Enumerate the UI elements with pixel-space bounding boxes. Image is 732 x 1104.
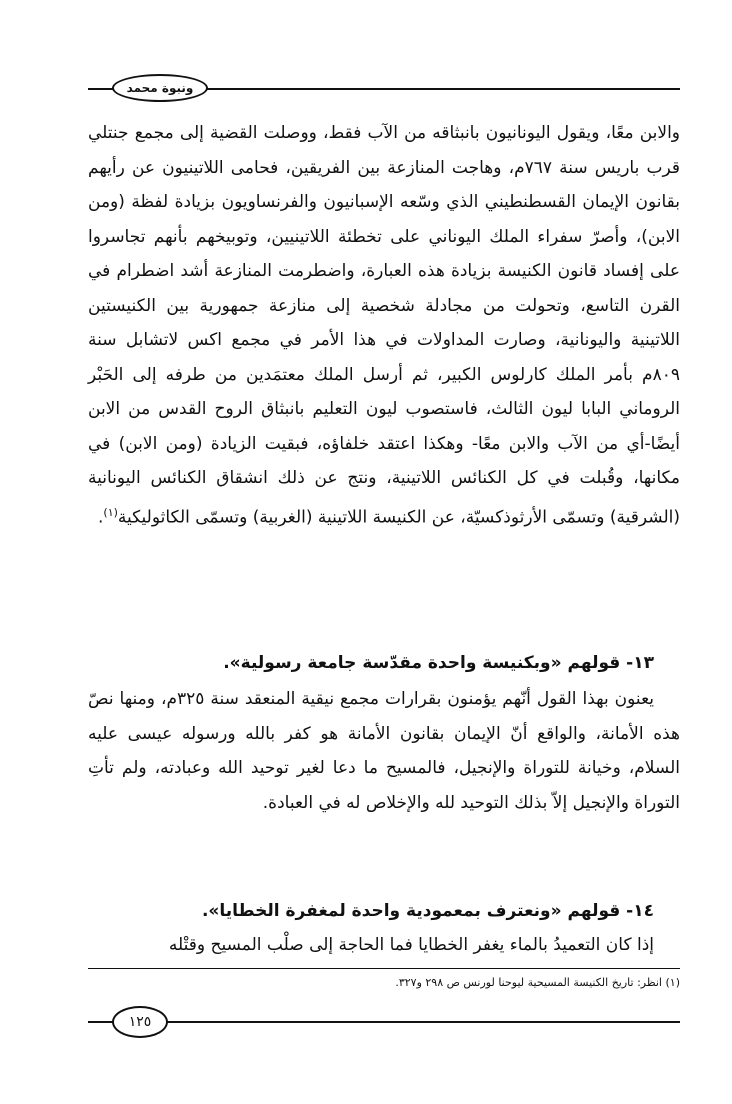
paragraph-1-end: . bbox=[98, 507, 104, 528]
paragraph-3: إذا كان التعميدُ بالماء يغفر الخطايا فما الحاجة إلى صلْب المسيح وقتْله bbox=[168, 935, 654, 955]
footnote: (١) انظر: تاريخ الكنيسة المسيحية ليوحنا لورنس ص ٢٩٨ و٣٢٧. bbox=[395, 976, 680, 989]
paragraph-1 bbox=[88, 116, 680, 535]
paragraph-2: يعنون بهذا القول أنّهم يؤمنون بقرارات مجمع نيقية المنعقد سنة ٣٢٥م، ومنها نصّ هذه الأمانة، والواقع أنّ الإيمان بقانون الأمانة هو كفر بالله ورسوله عيسى عليه السلام، وخيانة للتوراة والإنجيل، فالمسيح ما دعا لغير توحيد الله وعبادته، ولم تأتِ التوراة والإنجيل إلاّ بذلك التوحيد لله والإخلاص له في العبادة. bbox=[88, 689, 680, 813]
footnote-rule bbox=[88, 968, 680, 969]
heading-14: ١٤- قولهم «ونعترف بمعمودية واحدة لمغفرة الخطايا». bbox=[201, 901, 654, 921]
paragraph-3-block bbox=[88, 928, 680, 963]
paragraph-1-text: والابن معًا، ويقول اليونانيون بانبثاقه من الآب فقط، ووصلت القضية إلى مجمع جنتلي قرب باريس سنة ٧٦٧م، وهاجت المنازعة بين الفريقين، فحامى اللاتينيون عن رأيهم بقانون الإيمان القسطنطيني الذي وسّعه الإسبانيون والفرنساويون بزيادة لفظة (ومن الابن)، وأصرّ سفراء الملك اليوناني على تخطئة اللاتينيين، وتوبيخهم بأنهم تجاسروا على إفساد قانون الكنيسة بزيادة هذه العبارة، واضطرمت المنازعة أشد اضطرام في القرن التاسع، وتحولت من مجادلة شخصية إلى منازعة جمهورية بين الكنيستين اللاتينية واليونانية، وصارت المداولات في هذا الأمر في مجمع اكس لاتشابل سنة ٨٠٩م بأمر الملك كارلوس الكبير، ثم أرسل الملك معتمَدين من طرفه إلى الحَبْر الروماني البابا ليون الثالث، فاستصوب ليون التعليم بانبثاق الروح القدس من الابن أيضًا-أي من الآب والابن معًا- وهكذا اعتقد خلفاؤه، فبقيت الزيادة (ومن الابن) في مكانها، وقُبلت في كل الكنائس اللاتينية، ونتج عن ذلك انشقاق الكنائس اليونانية (الشرقية) وتسمّى الأرثوذكسيّة، عن الكنيسة اللاتينية (الغربية) وتسمّى الكاثوليكية bbox=[88, 123, 680, 528]
page-number: ١٢٥ bbox=[112, 1006, 168, 1038]
main-text bbox=[88, 116, 680, 535]
heading-13: ١٣- قولهم «وبكنيسة واحدة مقدّسة جامعة رسولية». bbox=[223, 653, 654, 673]
running-title: ونبوة محمد bbox=[112, 74, 208, 102]
footer-rule bbox=[88, 1021, 680, 1023]
footnote-marker: (١) bbox=[103, 505, 118, 519]
paragraph-2-block bbox=[88, 682, 680, 820]
